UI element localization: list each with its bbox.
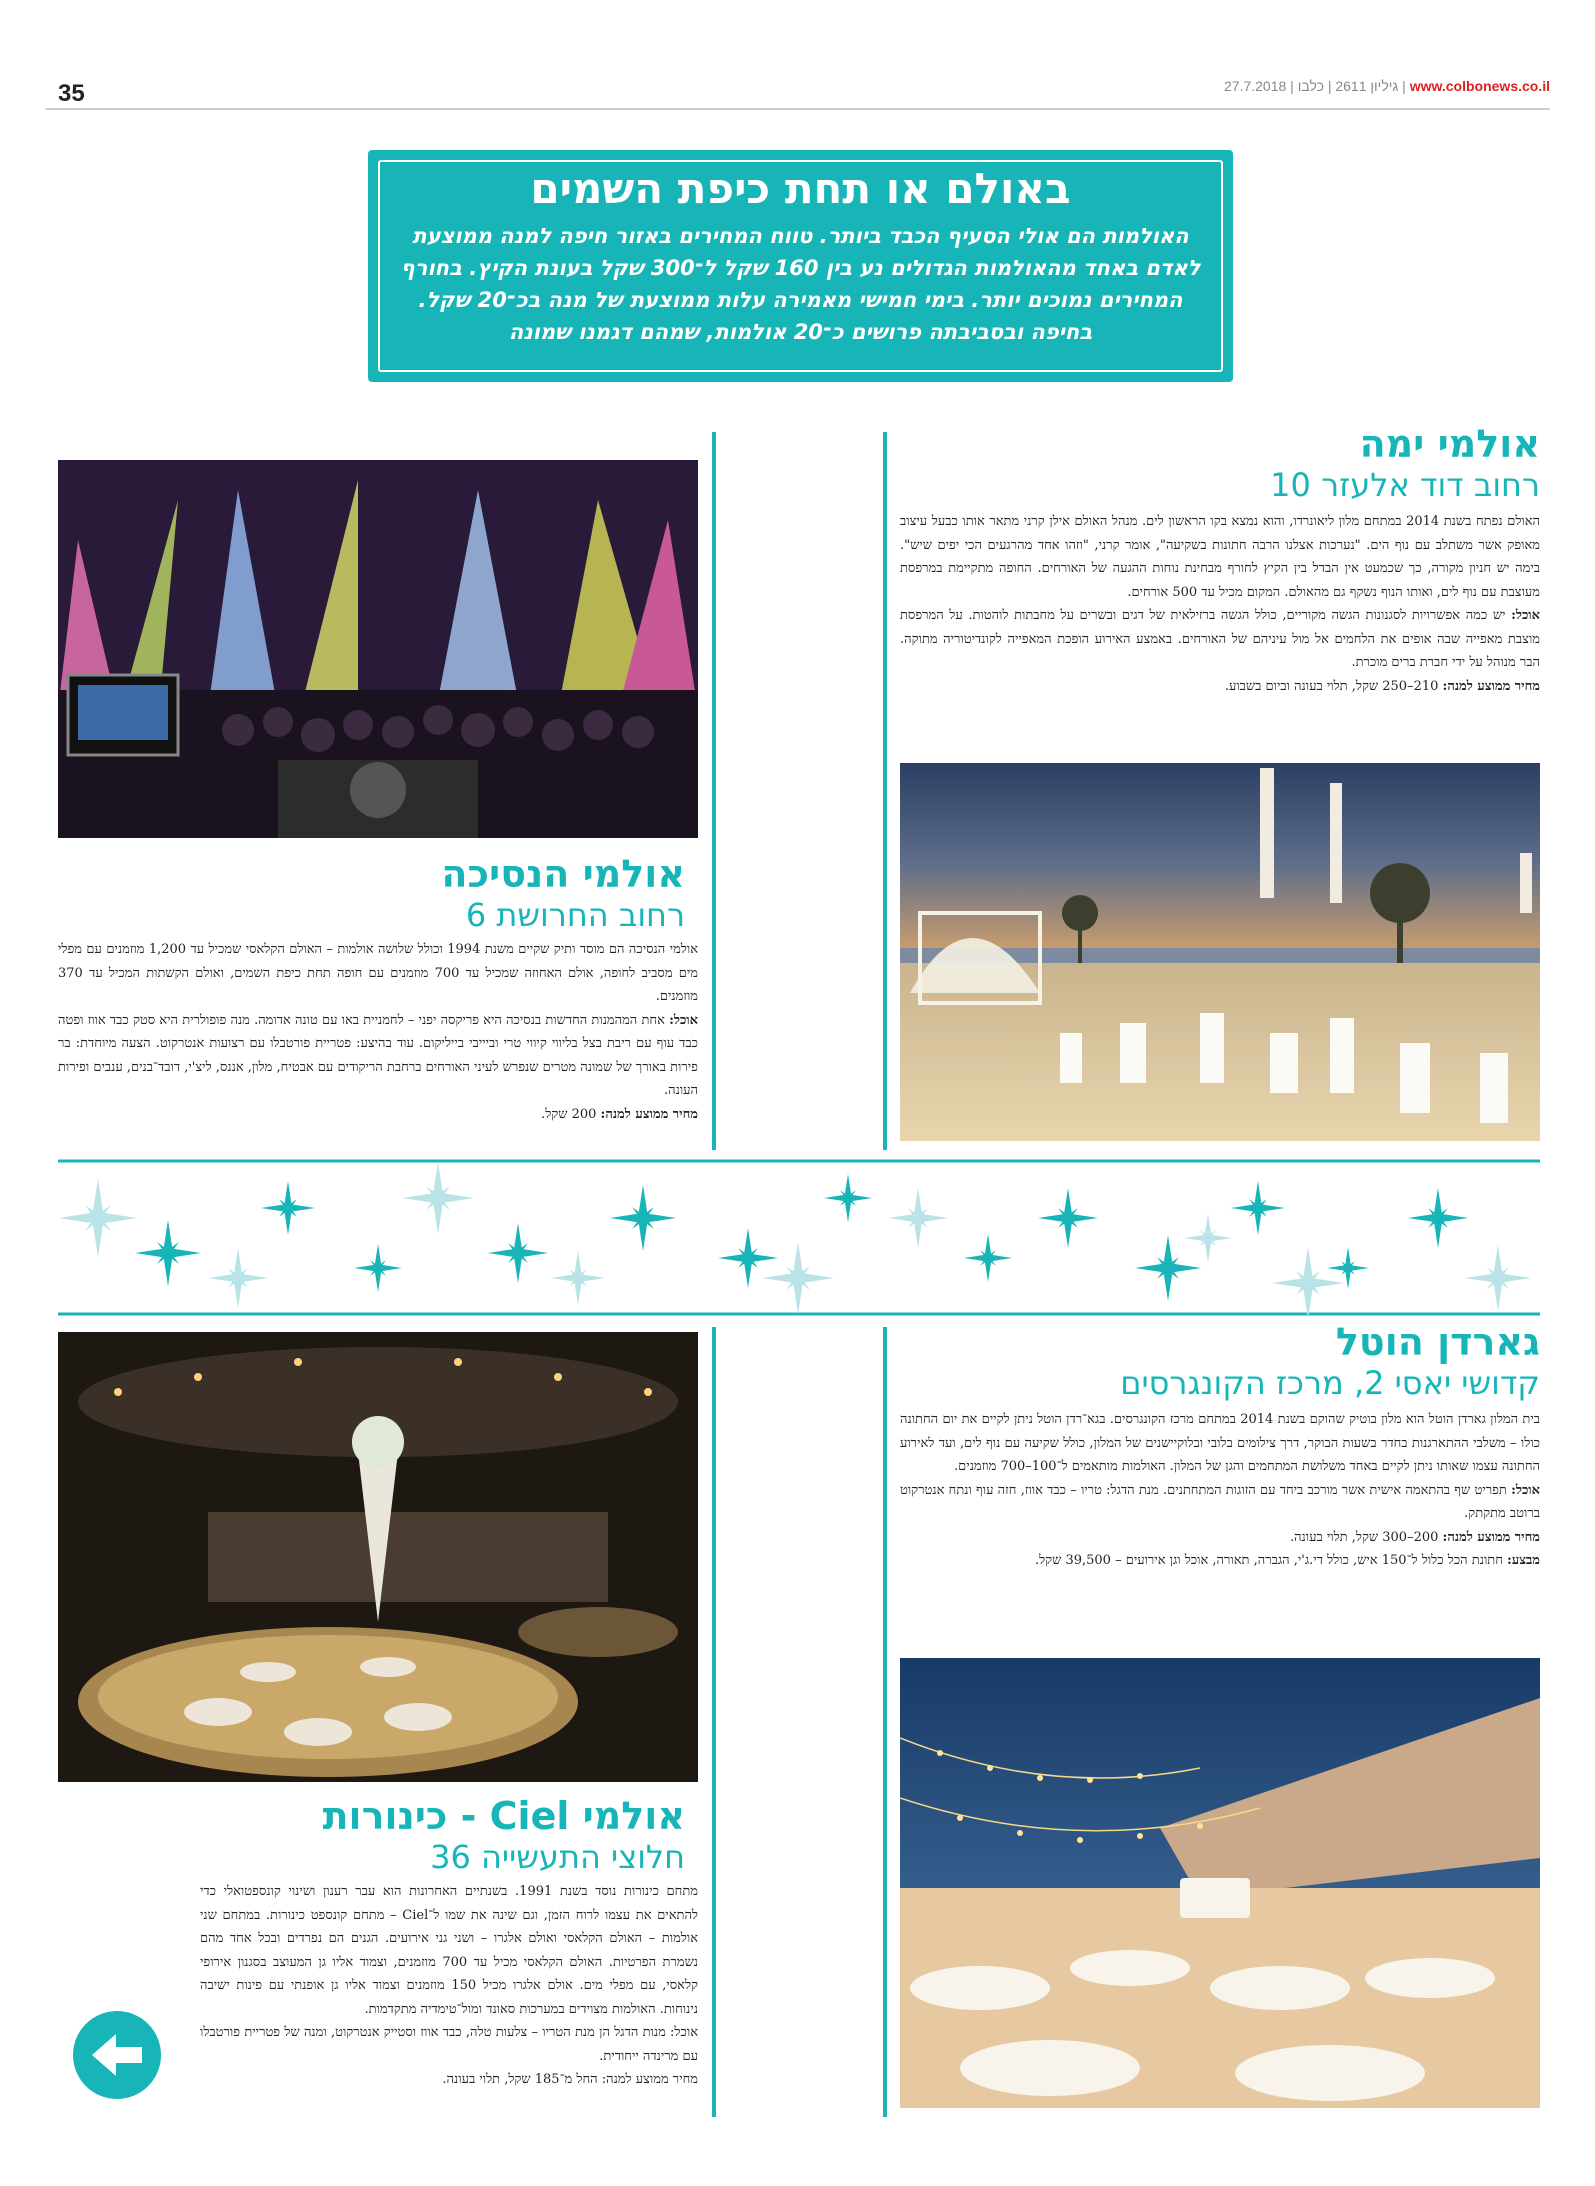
yama-food-label: אוכל: bbox=[1511, 608, 1540, 623]
yama-text bbox=[900, 510, 1540, 698]
ciel-text bbox=[200, 1880, 698, 2092]
yama-title: אולמי ימה bbox=[1359, 422, 1540, 466]
banner-title: באולם או תחת כיפת השמים bbox=[530, 164, 1071, 213]
intro-banner bbox=[368, 150, 1233, 382]
garden-deal-label: מבצע: bbox=[1507, 1553, 1540, 1568]
next-page-button[interactable] bbox=[72, 2010, 162, 2100]
nesika-price bbox=[58, 1103, 698, 1127]
yama-photo bbox=[900, 763, 1540, 1141]
issue-number: גיליון 2611 bbox=[1335, 78, 1399, 94]
site-url[interactable]: www.colbonews.co.il bbox=[1409, 78, 1550, 94]
garden-subtitle: קדושי יאסי 2, מרכז הקונגרסים bbox=[1120, 1364, 1540, 1402]
issue-date: 27.7.2018 bbox=[1224, 78, 1287, 94]
ciel-subtitle: חלוצי התעשייה 36 bbox=[430, 1838, 685, 1876]
nesika-food bbox=[58, 1009, 698, 1103]
column-rule-top-left bbox=[712, 432, 716, 1150]
star-divider-band bbox=[58, 1158, 1540, 1318]
garden-deal-text: חתונת הכל כלול ל־150 איש, כולל די.ג'י, הגברה, תאורה, אוכל וגן אירועים – 39,500 שקל. bbox=[1034, 1553, 1503, 1568]
ciel-title: אולמי Ciel - כינורות bbox=[322, 1794, 685, 1838]
nesika-title: אולמי הנסיכה bbox=[441, 852, 685, 896]
yama-subtitle: רחוב דוד אלעזר 10 bbox=[1270, 466, 1540, 504]
page-number: 35 bbox=[58, 80, 85, 107]
header-divider bbox=[45, 108, 1550, 110]
garden-text bbox=[900, 1408, 1540, 1573]
garden-deal bbox=[900, 1549, 1540, 1573]
garden-title: גארדן הוטל bbox=[1335, 1320, 1540, 1364]
nesika-price-text: 200 שקל. bbox=[541, 1106, 597, 1122]
nesika-text bbox=[58, 938, 698, 1126]
ciel-intro: מתחם כינורות נוסד בשנת 1991. בשנתיים האחרונות הוא עבר רענון ושינוי קונספטואלי כדי להתאים את עצמו לרוח הזמן, וגם שינה את שמו ל־Ciel – מתחם קונספט כינורות. במתחם שני אולמות – האולם הקלאסי ואולם אלגרו – ושני גני אירועים. הגנים הם נפרדים ובכל אחד מהם נשמרת הפרטיות. האולם הקלאסי מכיל עד 700 מוזמנים, וצמוד אליו גן המעוצב בסגנון אירופי קלאסי, עם מפלי מים. אולם אלגרו מכיל 150 מוזמנים וצמוד אליו גן אופנתי עם פינות ישיבה נינוחות. האולמות מצוידים במערכות סאונד ומול־טימדיה מתקדמות. bbox=[200, 1884, 699, 2017]
nesika-subtitle: רחוב החרושת 6 bbox=[465, 896, 685, 934]
ciel-price: מחיר ממוצע למנה: החל מ־185 שקל, תלוי בעונה. bbox=[442, 2072, 698, 2087]
yama-food-text: יש כמה אפשרויות לסגנונות הגשה מקוריים, כולל הגשה ברזילאית של דגים ובשרים על מחבתות לוהטות. על המרפסת מוצבת מאפייה שבה אופים את הלחמים אל מול עיניהם של האורחים. באמצע האירוע הופכת המאפייה לקונדיטוריה מתוקה. הבר מנוהל על ידי חברת ברים מוכרת. bbox=[900, 608, 1540, 670]
column-rule-bottom-left bbox=[712, 1327, 716, 2117]
arrow-left-icon bbox=[72, 2010, 162, 2100]
banner-text: האולמות הם אולי הסעיף הכבד ביותר. טווח המחירים באזור חיפה למנה ממוצעת לאדם באחד מהאולמות הגדולים נע בין 160 שקל ל־300 שקל בעונת הקיץ. בחורף המחירים נמוכים יותר. בימי חמישי מאמירה עלות ממוצעת של מנה בכ־20 שקל. בחיפה ובסביבתה פרושים כ־20 אולמות, שמהם דגמנו שמונה bbox=[400, 224, 1201, 344]
yama-price-label: מחיר ממוצע למנה: bbox=[1442, 678, 1540, 694]
nesika-price-label: מחיר ממוצע למנה: bbox=[600, 1106, 698, 1122]
yama-price bbox=[900, 675, 1540, 699]
garden-food bbox=[900, 1479, 1540, 1526]
garden-price-label: מחיר ממוצע למנה: bbox=[1442, 1529, 1540, 1545]
garden-intro: בית המלון גארדן הוטל הוא מלון בוטיק שהוקם בשנת 2014 במתחם מרכז הקונגרסים. בגא־רדן הוטל ניתן לקיים את יום החתונה כולו – משלבי ההתארגנות בחדר בשעות הבוקר, דרך צילומים בלובי ובלוקיישנים של המלון, כולל שקיעה עם נוף לים, ועד לאירוע החתונה עצמו שאותו ניתן לקיים באחד משלושת המתחמים והגן של המלון. האולמות מותאמים ל־100–700 מוזמנים. bbox=[900, 1412, 1540, 1474]
ciel-food: אוכל: מנות הדגל הן מנת הטריו – צלעות טלה, כבד אווז וסטייק אנטרקוט, ומנה של פטריית פורטבלו עם מרינדה ייחודית. bbox=[200, 2025, 698, 2064]
garden-price-text: 200–300 שקל, תלוי בעונה. bbox=[1289, 1529, 1439, 1545]
nesika-intro: אולמי הנסיכה הם מוסד ותיק שקיים משנת 1994 וכולל שלושה אולמות – האולם הקלאסי שמכיל עד 1,200 מוזמנים עם מפלי מים מסביב לחופה, אולם האחוזה שמכיל עד 700 מוזמנים עם חופה תחת כיפת השמים, ואולם הקשתות המכיל עד 370 מוזמנים. bbox=[58, 942, 699, 1004]
page-meta: 27.7.2018 | גיליון 2611 | כלבו | www.colbonews.co.il bbox=[1224, 78, 1550, 94]
yama-intro: האולם נפתח בשנת 2014 במתחם מלון ליאונרדו, והוא נמצא בקו הראשון לים. מנהל האולם אילן קרני מתאר אותו כבעל עיצוב מאופק אשר משתלב עם נוף הים. "נערכות אצלנו הרבה חתונות בשקיעה", אומר קרני, "וזהו אחד מהרגעים הכי יפים שיש". בימה יש חניון מקורה, כך שכמעט אין הבדל בין הקיץ לחורף מבחינת נוחות ההגעה של האורחים. החופה מתקיימת במרפסת מעוצבת עם נוף לים, ואותו הנוף נשקף גם מהאולם. המקום מכיל עד 500 אורחים. bbox=[900, 514, 1541, 600]
yama-food bbox=[900, 604, 1540, 675]
nesika-food-label: אוכל: bbox=[669, 1012, 698, 1028]
garden-photo bbox=[900, 1658, 1540, 2108]
garden-food-label: אוכל: bbox=[1511, 1482, 1540, 1498]
column-rule-bottom-right bbox=[883, 1327, 887, 2117]
nesika-photo bbox=[58, 460, 698, 838]
yama-price-text: 210–250 שקל, תלוי בעונה וביום בשבוע. bbox=[1224, 678, 1439, 694]
nesika-food-text: אחת המהמנות החדשות בנסיכה היא פריקסה יפני – לחמניית באו עם טונה אדומה. מנה פופולרית היא סטק כבד אווז ופטה כבד עוף עם ריבת בצל בליווי קיווי טרי וביייבי בייליקום. עוד בהיצע: פטריית פורטבלו עם רצועות אנטרקוט. הצעה מיוחדת: בר פירות באורך של שמונה מטרים שנפרש לעיני האורחים ברחבת הריקודים עם אבטיח, מלון, אננס, ליצ'י, דובד־בנים, ענבים ופירות העונה. bbox=[58, 1012, 698, 1098]
brand-name: כלבו bbox=[1297, 78, 1324, 94]
garden-price bbox=[900, 1526, 1540, 1550]
garden-food-text: תפריט שף בהתאמה אישית אשר מורכב ביחד עם הזוגות המתחתנים. מנת הדגל: טריו – כבד אווז, חזה עוף ונתח אנטרקוט ברוטב מתקתק. bbox=[900, 1482, 1540, 1521]
column-rule-top-right bbox=[883, 432, 887, 1150]
ciel-photo bbox=[58, 1332, 698, 1782]
